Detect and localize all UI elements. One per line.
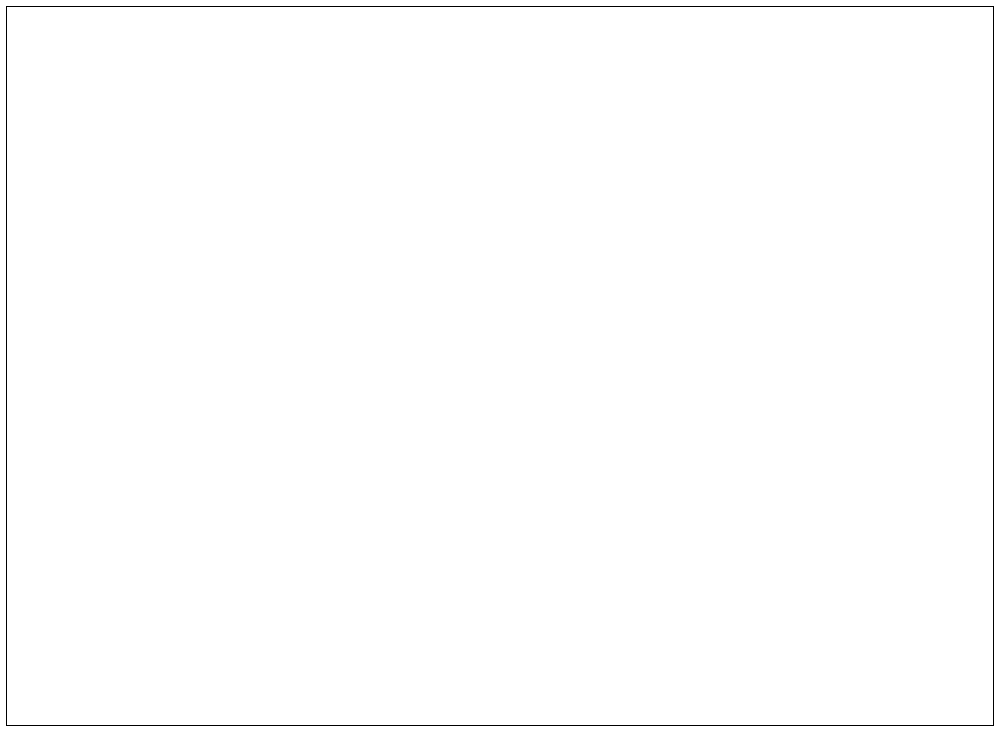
- incident-table: [6, 6, 994, 726]
